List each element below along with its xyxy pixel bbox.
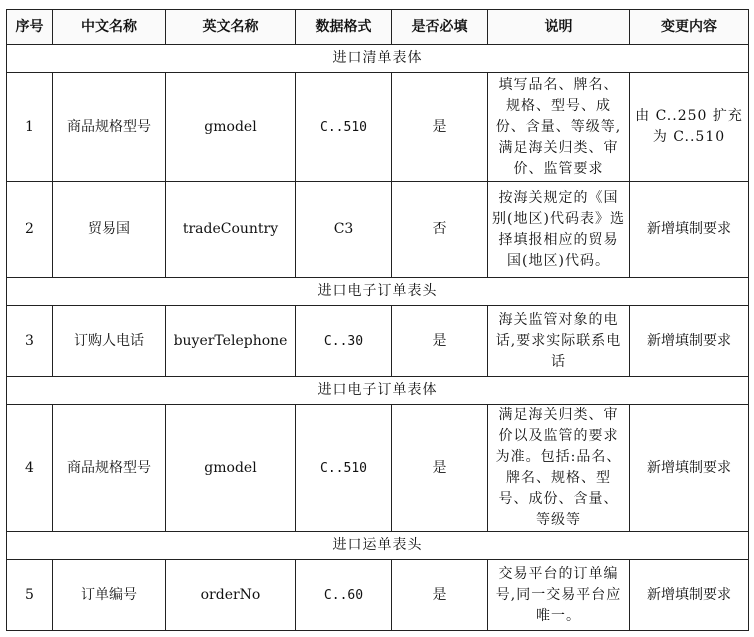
- cell-format: C..30: [296, 306, 392, 377]
- header-en-name: 英文名称: [166, 10, 296, 45]
- cell-cn-name: 商品规格型号: [53, 405, 166, 532]
- header-seq: 序号: [7, 10, 53, 45]
- cell-seq: 1: [7, 73, 53, 182]
- cell-format: C..510: [296, 73, 392, 182]
- cell-required: 是: [392, 306, 488, 377]
- cell-desc: 填写品名、牌名、规格、型号、成份、含量、等级等,满足海关归类、审价、监管要求: [488, 73, 630, 182]
- header-desc: 说明: [488, 10, 630, 45]
- table-row: [7, 182, 749, 278]
- table-row: [7, 306, 749, 377]
- cell-required: 是: [392, 560, 488, 631]
- cell-en-name: tradeCountry: [166, 182, 296, 278]
- table-header: [7, 10, 749, 45]
- header-row: [7, 10, 749, 45]
- field-spec-table: [6, 9, 749, 631]
- section-title: 进口电子订单表头: [7, 278, 749, 306]
- section-title: 进口运单表头: [7, 532, 749, 560]
- section-row: [7, 532, 749, 560]
- cell-required: 是: [392, 73, 488, 182]
- table-row: [7, 73, 749, 182]
- cell-change: 新增填制要求: [630, 405, 749, 532]
- cell-required: 否: [392, 182, 488, 278]
- cell-change: 新增填制要求: [630, 182, 749, 278]
- cell-desc: 按海关规定的《国别(地区)代码表》选择填报相应的贸易国(地区)代码。: [488, 182, 630, 278]
- cell-format: C3: [296, 182, 392, 278]
- cell-en-name: orderNo: [166, 560, 296, 631]
- cell-seq: 5: [7, 560, 53, 631]
- cell-change: 新增填制要求: [630, 306, 749, 377]
- cell-seq: 4: [7, 405, 53, 532]
- cell-desc: 满足海关归类、审价以及监管的要求为准。包括:品名、牌名、规格、型号、成份、含量、等级等: [488, 405, 630, 532]
- section-row: [7, 377, 749, 405]
- cell-format: C..60: [296, 560, 392, 631]
- section-row: [7, 278, 749, 306]
- cell-desc: 海关监管对象的电话,要求实际联系电话: [488, 306, 630, 377]
- cell-en-name: gmodel: [166, 405, 296, 532]
- cell-change: 新增填制要求: [630, 560, 749, 631]
- table-row: [7, 405, 749, 532]
- cell-en-name: buyerTelephone: [166, 306, 296, 377]
- cell-cn-name: 商品规格型号: [53, 73, 166, 182]
- cell-seq: 3: [7, 306, 53, 377]
- header-cn-name: 中文名称: [53, 10, 166, 45]
- section-title: 进口清单表体: [7, 45, 749, 73]
- cell-en-name: gmodel: [166, 73, 296, 182]
- section-row: [7, 45, 749, 73]
- cell-seq: 2: [7, 182, 53, 278]
- header-required: 是否必填: [392, 10, 488, 45]
- header-change: 变更内容: [630, 10, 749, 45]
- cell-required: 是: [392, 405, 488, 532]
- cell-cn-name: 订单编号: [53, 560, 166, 631]
- table-row: [7, 560, 749, 631]
- section-title: 进口电子订单表体: [7, 377, 749, 405]
- cell-change: 由 C..250 扩充为 C..510: [630, 73, 749, 182]
- table-body: [7, 45, 749, 631]
- cell-desc: 交易平台的订单编号,同一交易平台应唯一。: [488, 560, 630, 631]
- cell-format: C..510: [296, 405, 392, 532]
- cell-cn-name: 订购人电话: [53, 306, 166, 377]
- header-format: 数据格式: [296, 10, 392, 45]
- cell-cn-name: 贸易国: [53, 182, 166, 278]
